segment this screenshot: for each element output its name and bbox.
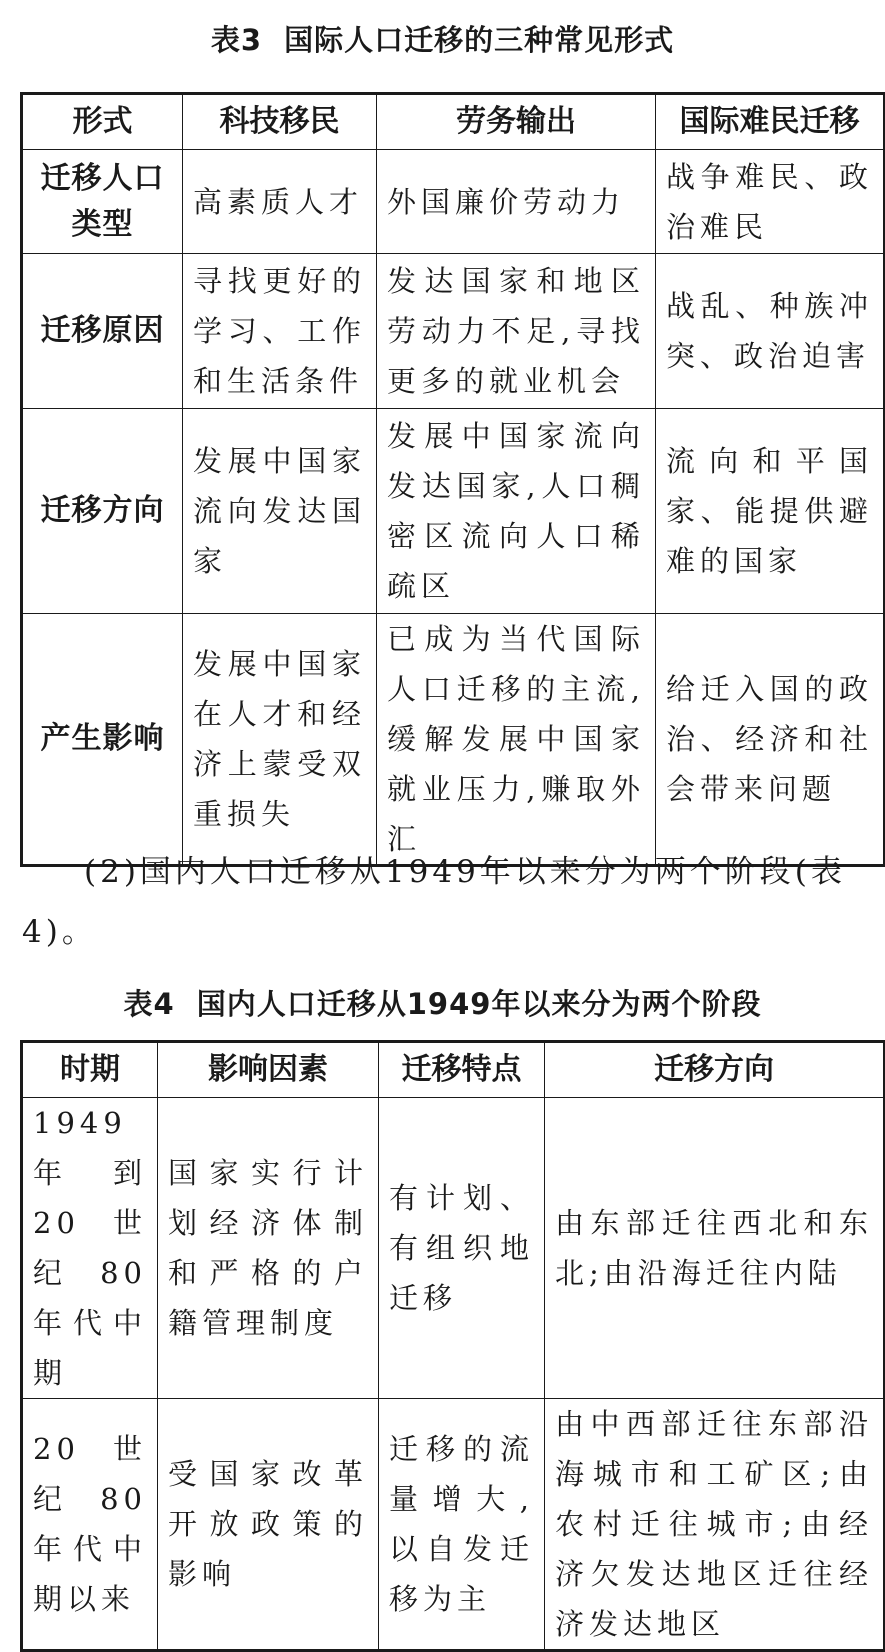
table4-header-cell: 迁移方向 [545, 1042, 885, 1098]
table3-header-cell: 形式 [22, 94, 183, 150]
table3-row-label: 产生影响 [22, 614, 183, 866]
table3-cell: 发展中国家流向发达国家 [183, 409, 377, 614]
table3-header-cell: 劳务输出 [377, 94, 656, 150]
table3-row-label: 迁移原因 [22, 254, 183, 409]
table4-number: 表4 [123, 987, 175, 1021]
table3 [20, 92, 885, 867]
table4-header-cell: 迁移特点 [379, 1042, 545, 1098]
table4-title: 国内人口迁移从1949年以来分为两个阶段 [196, 987, 762, 1021]
table3-row [22, 254, 885, 409]
table4-cell: 有计划、有组织地迁移 [379, 1098, 545, 1399]
table3-cell: 外国廉价劳动力 [377, 150, 656, 254]
table4 [20, 1040, 885, 1652]
table4-cell: 迁移的流量增大,以自发迁移为主 [379, 1399, 545, 1651]
table3-cell: 战乱、种族冲突、政治迫害 [656, 254, 885, 409]
table3-caption [0, 20, 885, 60]
table3-cell: 战争难民、政治难民 [656, 150, 885, 254]
table3-header-cell: 科技移民 [183, 94, 377, 150]
table4-header-row [22, 1042, 885, 1098]
body-paragraph: (2)国内人口迁移从1949年以来分为两个阶段(表4)。 [22, 854, 846, 950]
table3-number: 表3 [210, 23, 263, 57]
table3-cell: 给迁入国的政治、经济和社会带来问题 [656, 614, 885, 866]
table3-cell: 发展中国家在人才和经济上蒙受双重损失 [183, 614, 377, 866]
table3-cell: 流向和平国家、能提供避难的国家 [656, 409, 885, 614]
table4-cell: 20世纪80年代中期以来 [22, 1399, 158, 1651]
table4-row [22, 1098, 885, 1399]
table3-header-cell: 国际难民迁移 [656, 94, 885, 150]
table4-cell: 1949年到20世纪80年代中期 [22, 1098, 158, 1399]
table3-header-row [22, 94, 885, 150]
table3-cell: 发展中国家流向发达国家,人口稠密区流向人口稀疏区 [377, 409, 656, 614]
table3-cell: 寻找更好的学习、工作和生活条件 [183, 254, 377, 409]
table4-caption [0, 984, 885, 1024]
table3-cell: 已成为当代国际人口迁移的主流,缓解发展中国家就业压力,赚取外汇 [377, 614, 656, 866]
table3-row-label: 迁移人口类型 [22, 150, 183, 254]
table3-row [22, 150, 885, 254]
table4-cell: 受国家改革开放政策的影响 [158, 1399, 379, 1651]
table4-cell: 国家实行计划经济体制和严格的户籍管理制度 [158, 1098, 379, 1399]
table4-header-cell: 影响因素 [158, 1042, 379, 1098]
table3-row-label: 迁移方向 [22, 409, 183, 614]
table3-row [22, 614, 885, 866]
table4-row [22, 1399, 885, 1651]
table3-cell: 发达国家和地区劳动力不足,寻找更多的就业机会 [377, 254, 656, 409]
table4-cell: 由中西部迁往东部沿海城市和工矿区;由农村迁往城市;由经济欠发达地区迁往经济发达地区 [545, 1399, 885, 1651]
table4-cell: 由东部迁往西北和东北;由沿海迁往内陆 [545, 1098, 885, 1399]
table3-title: 国际人口迁移的三种常见形式 [284, 23, 675, 57]
table3-row [22, 409, 885, 614]
table4-header-cell: 时期 [22, 1042, 158, 1098]
table3-cell: 高素质人才 [183, 150, 377, 254]
